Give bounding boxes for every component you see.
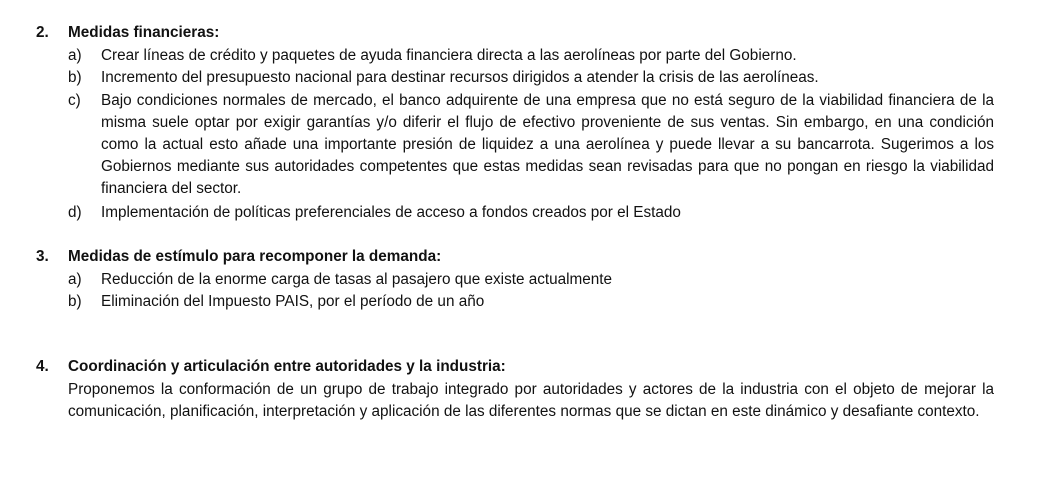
list-item-text: Incremento del presupuesto nacional para destinar recursos dirigidos a atender la crisis de las aerolíneas. xyxy=(101,69,819,86)
list-item-text: Reducción de la enorme carga de tasas al pasajero que existe actualmente xyxy=(101,271,613,288)
section-title: Medidas financieras: xyxy=(68,24,220,41)
list-item-letter: b) xyxy=(68,293,82,310)
list-item-text: Bajo condiciones normales de mercado, el banco adquirente de una empresa que no está seguro de la viabilidad financiera de la misma suele optar por exigir garantías y/o diferir el flujo de efectivo proveniente de sus ventas. Sin embargo, en una condición como la actual esto añade una importante presión de liquidez a una aerolínea y puede llevar a su bancarrota. Sugerimos a los Gobiernos mediante sus autoridades competentes que estas medidas sean revisadas para que no pongan en riesgo la viabilidad financiera del sector. xyxy=(101,92,994,197)
section-number: 2. xyxy=(36,24,49,41)
section-paragraph: Proponemos la conformación de un grupo de trabajo integrado por autoridades y actores de la industria con el objeto de mejorar la comunicación, planificación, interpretación y aplicación de las diferentes normas que se dictan en este dinámico y desafiante contexto. xyxy=(68,381,994,420)
section-title: Medidas de estímulo para recomponer la demanda: xyxy=(68,248,442,265)
list-item-letter: a) xyxy=(68,47,82,64)
list-item-letter: d) xyxy=(68,204,82,221)
section-title: Coordinación y articulación entre autoridades y la industria: xyxy=(68,358,506,375)
list-item-letter: b) xyxy=(68,69,82,86)
section-number: 3. xyxy=(36,248,49,265)
section-number: 4. xyxy=(36,358,49,375)
list-item-letter: a) xyxy=(68,271,82,288)
list-item-text: Eliminación del Impuesto PAIS, por el período de un año xyxy=(101,293,485,310)
list-item-text: Crear líneas de crédito y paquetes de ayuda financiera directa a las aerolíneas por parte del Gobierno. xyxy=(101,47,797,64)
list-item-text: Implementación de políticas preferenciales de acceso a fondos creados por el Estado xyxy=(101,204,681,221)
list-item-letter: c) xyxy=(68,92,81,109)
